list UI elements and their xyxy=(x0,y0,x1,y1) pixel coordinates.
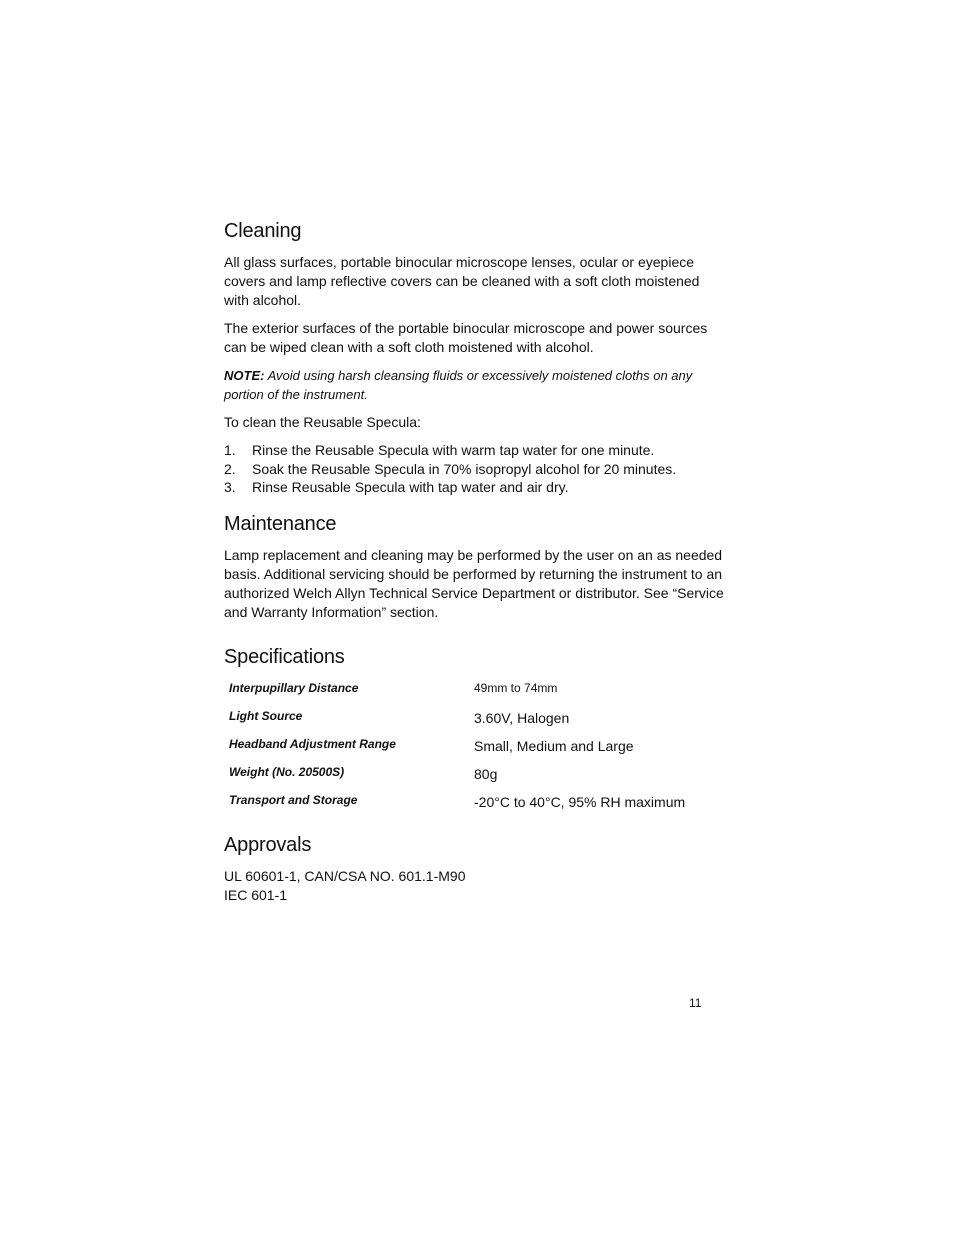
spec-value: 49mm to 74mm xyxy=(474,680,558,695)
cleaning-steps-list xyxy=(224,441,724,497)
spec-value: Small, Medium and Large xyxy=(474,737,634,754)
table-row xyxy=(224,792,724,820)
approvals-heading: Approvals xyxy=(224,833,312,856)
step-number: 3. xyxy=(224,479,236,495)
maintenance-heading: Maintenance xyxy=(224,512,337,535)
spec-label: Weight (No. 20500S) xyxy=(229,764,345,779)
note-label: NOTE: xyxy=(224,368,265,383)
document-page xyxy=(224,218,724,905)
spec-label: Transport and Storage xyxy=(229,792,358,807)
list-item xyxy=(224,478,724,497)
list-item xyxy=(224,441,724,460)
step-text: Rinse the Reusable Specula with warm tap water for one minute. xyxy=(252,442,655,458)
spec-value: -20°C to 40°C, 95% RH maximum xyxy=(474,793,686,810)
cleaning-note xyxy=(224,367,724,404)
specifications-section xyxy=(224,644,724,820)
step-text: Rinse Reusable Specula with tap water and air dry. xyxy=(252,479,569,495)
spec-value: 3.60V, Halogen xyxy=(474,709,570,726)
maintenance-paragraph: Lamp replacement and cleaning may be performed by the user on an as needed basis. Additional servicing should be performed by returning the instrument to an authorized Welch Allyn Technical Service Department or distributor. See “Service and Warranty Information” section. xyxy=(224,546,724,620)
approvals-section xyxy=(224,832,724,905)
step-number: 2. xyxy=(224,460,236,477)
cleaning-intro: To clean the Reusable Specula: xyxy=(224,414,421,430)
approvals-line-2: IEC 601-1 xyxy=(224,886,288,903)
approvals-line-1: UL 60601-1, CAN/CSA NO. 601.1-M90 xyxy=(224,867,466,884)
step-number: 1. xyxy=(224,442,236,458)
specifications-table xyxy=(224,680,724,820)
note-text: Avoid using harsh cleansing fluids or excessively moistened cloths on any portion of the instrument. xyxy=(224,368,693,402)
spec-value: 80g xyxy=(474,765,498,782)
table-row xyxy=(224,680,724,708)
cleaning-paragraph-2: The exterior surfaces of the portable binocular microscope and power sources can be wiped clean with a soft cloth moistened with alcohol. xyxy=(224,320,708,355)
spec-label: Interpupillary Distance xyxy=(229,680,359,695)
table-row xyxy=(224,708,724,736)
cleaning-heading: Cleaning xyxy=(224,220,302,242)
cleaning-paragraph-1: All glass surfaces, portable binocular microscope lenses, ocular or eyepiece covers and lamp reflective covers can be cleaned with a soft cloth moistened with alcohol. xyxy=(224,254,700,308)
list-item xyxy=(224,460,724,479)
spec-label: Headband Adjustment Range xyxy=(229,736,396,751)
step-text: Soak the Reusable Specula in 70% isopropyl alcohol for 20 minutes. xyxy=(252,460,677,477)
page-number: 11 xyxy=(689,996,702,1010)
spec-label: Light Source xyxy=(229,708,303,723)
maintenance-section xyxy=(224,511,724,622)
table-row xyxy=(224,736,724,764)
table-row xyxy=(224,764,724,792)
specifications-heading: Specifications xyxy=(224,645,345,668)
cleaning-section xyxy=(224,218,724,497)
